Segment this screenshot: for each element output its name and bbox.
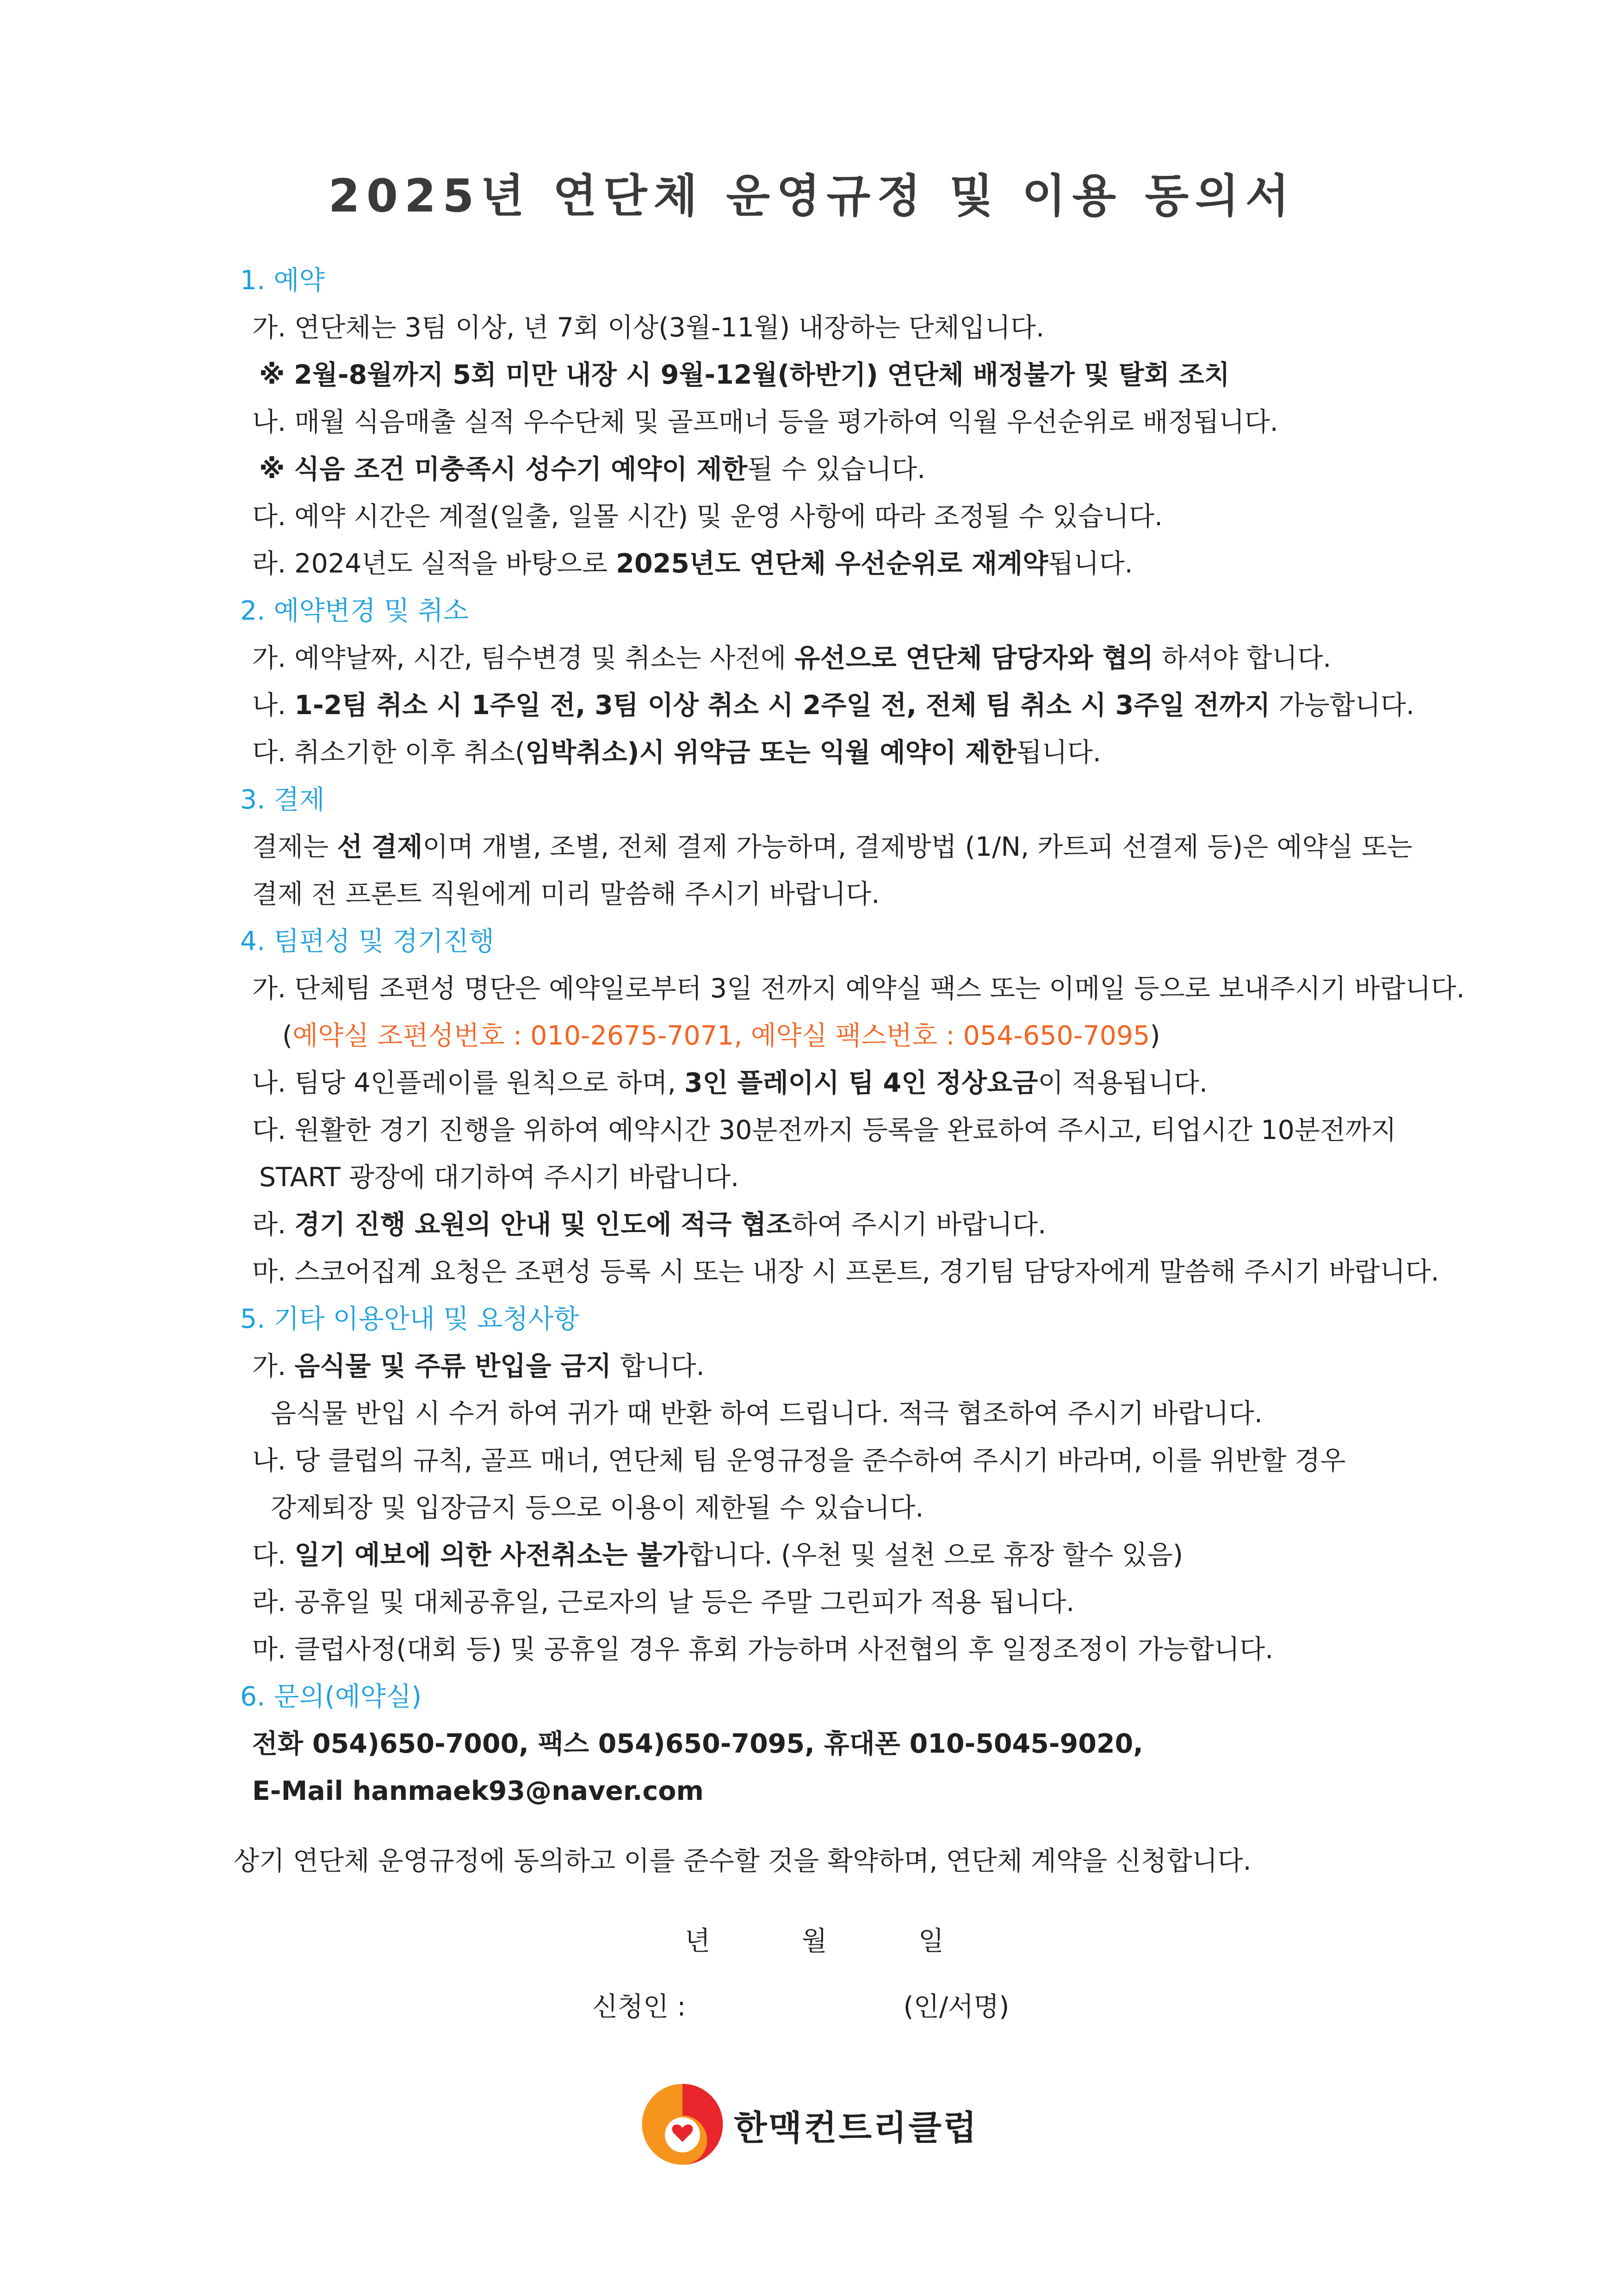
contact-email-line: E-Mail hanmaek93@naver.com [252, 1776, 704, 1806]
plain-text: 하셔야 합니다. [1153, 643, 1332, 673]
rule-line [238, 823, 1497, 871]
bold-text: 유선으로 연단체 담당자와 협의 [794, 643, 1153, 673]
rule-line: 다. 원활한 경기 진행을 위하여 예약시간 30분전까지 등록을 완료하여 주시고, 티업시간 10분전까지 [252, 1115, 1396, 1145]
bold-text: 일기 예보에 의한 사전취소는 불가 [294, 1540, 688, 1570]
applicant-label: 신청인 : [592, 1991, 686, 2022]
plain-text: 결제는 [252, 832, 337, 862]
rule-line [238, 1343, 1497, 1390]
plain-text: 나. [252, 690, 295, 721]
plain-text: 가. 예약날짜, 시간, 팀수변경 및 취소는 사전에 [252, 643, 795, 673]
bold-text: 음식물 및 주류 반입을 금지 [294, 1351, 612, 1381]
rule-line: 강제퇴장 및 입장금지 등으로 이용이 제한될 수 있습니다. [271, 1493, 924, 1523]
section-heading-team-play: 4. 팀편성 및 경기진행 [240, 926, 495, 957]
section-heading-inquiry: 6. 문의(예약실) [240, 1681, 422, 1712]
signature-row [592, 1985, 1009, 2023]
plain-text: 다. [252, 1540, 295, 1570]
bold-text: 2025년도 연단체 우선순위로 재계약 [616, 548, 1048, 579]
section-heading-change-cancel: 2. 예약변경 및 취소 [240, 596, 469, 626]
rule-line [238, 540, 1497, 587]
plain-text: 나. 팀당 4인플레이를 원칙으로 하며, [252, 1068, 684, 1098]
date-row [685, 1920, 944, 1958]
document-body [238, 257, 1497, 1815]
section-heading-other-info: 5. 기타 이용안내 및 요청사항 [240, 1304, 579, 1334]
plain-text: 합니다. [611, 1351, 705, 1381]
reservation-contact-numbers: 예약실 조편성번호 : 010-2675-7071, 예약실 팩스번호 : 054-650-7095 [292, 1020, 1150, 1051]
date-day-label: 일 [918, 1926, 944, 1956]
reservation-contact-line [238, 1012, 1497, 1059]
club-emblem-icon [638, 2080, 726, 2170]
plain-text: 라. 2024년도 실적을 바탕으로 [252, 548, 616, 579]
plain-text: ( [282, 1020, 293, 1051]
plain-text: 될 수 있습니다. [747, 454, 926, 485]
signature-mark-label: (인/서명) [903, 1991, 1010, 2022]
consent-statement: 상기 연단체 운영규정에 동의하고 이를 준수할 것을 확약하며, 연단체 계약을 신청합니다. [234, 1846, 1252, 1876]
plain-text: 하여 주시기 바랍니다. [792, 1209, 1047, 1240]
plain-text: 이 적용됩니다. [1038, 1068, 1208, 1098]
plain-text: 다. 취소기한 이후 취소( [252, 737, 526, 768]
club-name: 한맥컨트리클럽 [734, 2108, 979, 2148]
date-month-label: 월 [801, 1926, 827, 1956]
rule-line: 나. 매월 식음매출 실적 우수단체 및 골프매너 등을 평가하여 익월 우선순위로 배정됩니다. [252, 407, 1278, 437]
plain-text: 됩니다. [1016, 737, 1101, 768]
rule-notice: ※ 2월-8월까지 5회 미만 내장 시 9월-12월(하반기) 연단체 배정불가 및 탈회 조치 [259, 360, 1230, 390]
rule-line: 라. 공휴일 및 대체공휴일, 근로자의 날 등은 주말 그린피가 적용 됩니다. [252, 1587, 1075, 1618]
rule-line [238, 1201, 1497, 1248]
bold-text: 3인 플레이시 팀 4인 정상요금 [684, 1068, 1038, 1098]
rule-line: 마. 스코어집계 요청은 조편성 등록 시 또는 내장 시 프론트, 경기팀 담당자에게 말씀해 주시기 바랍니다. [252, 1257, 1439, 1287]
rule-line: 가. 단체팀 조편성 명단은 예약일로부터 3일 전까지 예약실 팩스 또는 이메일 등으로 보내주시기 바랍니다. [252, 973, 1465, 1004]
rule-line: 가. 연단체는 3팀 이상, 년 7회 이상(3월-11월) 내장하는 단체입니다. [252, 312, 1045, 343]
plain-text: 가. [252, 1351, 295, 1381]
page-title: 2025년 연단체 운영규정 및 이용 동의서 [328, 170, 1296, 223]
rule-line [238, 729, 1497, 776]
bold-text: 임박취소)시 위약금 또는 익월 예약이 제한 [525, 737, 1017, 768]
rule-line [238, 682, 1497, 729]
plain-text: ) [1150, 1020, 1160, 1051]
plain-text: 가능합니다. [1270, 690, 1414, 721]
rule-line: 마. 클럽사정(대회 등) 및 공휴일 경우 휴회 가능하며 사전협의 후 일정조정이 가능합니다. [252, 1634, 1274, 1665]
section-heading-payment: 3. 결제 [240, 784, 325, 815]
bold-text: ※ 식음 조건 미충족시 성수기 예약이 제한 [259, 454, 748, 485]
rule-line: 나. 당 클럽의 규칙, 골프 매너, 연단체 팀 운영규정을 준수하여 주시기 바라며, 이를 위반할 경우 [252, 1445, 1346, 1476]
date-year-label: 년 [685, 1926, 711, 1956]
plain-text: 라. [252, 1209, 295, 1240]
rule-line [238, 1059, 1497, 1107]
rule-line: 음식물 반입 시 수거 하여 귀가 때 반환 하여 드립니다. 적극 협조하여 주시기 바랍니다. [271, 1398, 1263, 1429]
club-logo [638, 2080, 978, 2170]
plain-text: 이며 개별, 조별, 전체 결제 가능하며, 결제방법 (1/N, 카트피 선결제 등)은 예약실 또는 [422, 832, 1413, 862]
plain-text: 됩니다. [1048, 548, 1133, 579]
rule-line [238, 1531, 1497, 1579]
section-heading-reservation: 1. 예약 [240, 265, 325, 296]
rule-line: 결제 전 프론트 직원에게 미리 말씀해 주시기 바랍니다. [252, 879, 880, 909]
rule-line [238, 635, 1497, 682]
bold-text: 1-2팀 취소 시 1주일 전, 3팀 이상 취소 시 2주일 전, 전체 팀 취소 시 3주일 전까지 [294, 690, 1271, 721]
plain-text: 합니다. (우천 및 설천 으로 휴장 할수 있음) [688, 1540, 1183, 1570]
rule-notice [238, 446, 1497, 493]
bold-text: 경기 진행 요원의 안내 및 인도에 적극 협조 [294, 1209, 792, 1240]
rule-line: START 광장에 대기하여 주시기 바랍니다. [259, 1162, 739, 1193]
bold-text: 선 결제 [337, 832, 423, 862]
contact-phone-line: 전화 054)650-7000, 팩스 054)650-7095, 휴대폰 010-5045-9020, [252, 1729, 1143, 1759]
rule-line: 다. 예약 시간은 계절(일출, 일몰 시간) 및 운영 사항에 따라 조정될 수 있습니다. [252, 501, 1163, 532]
